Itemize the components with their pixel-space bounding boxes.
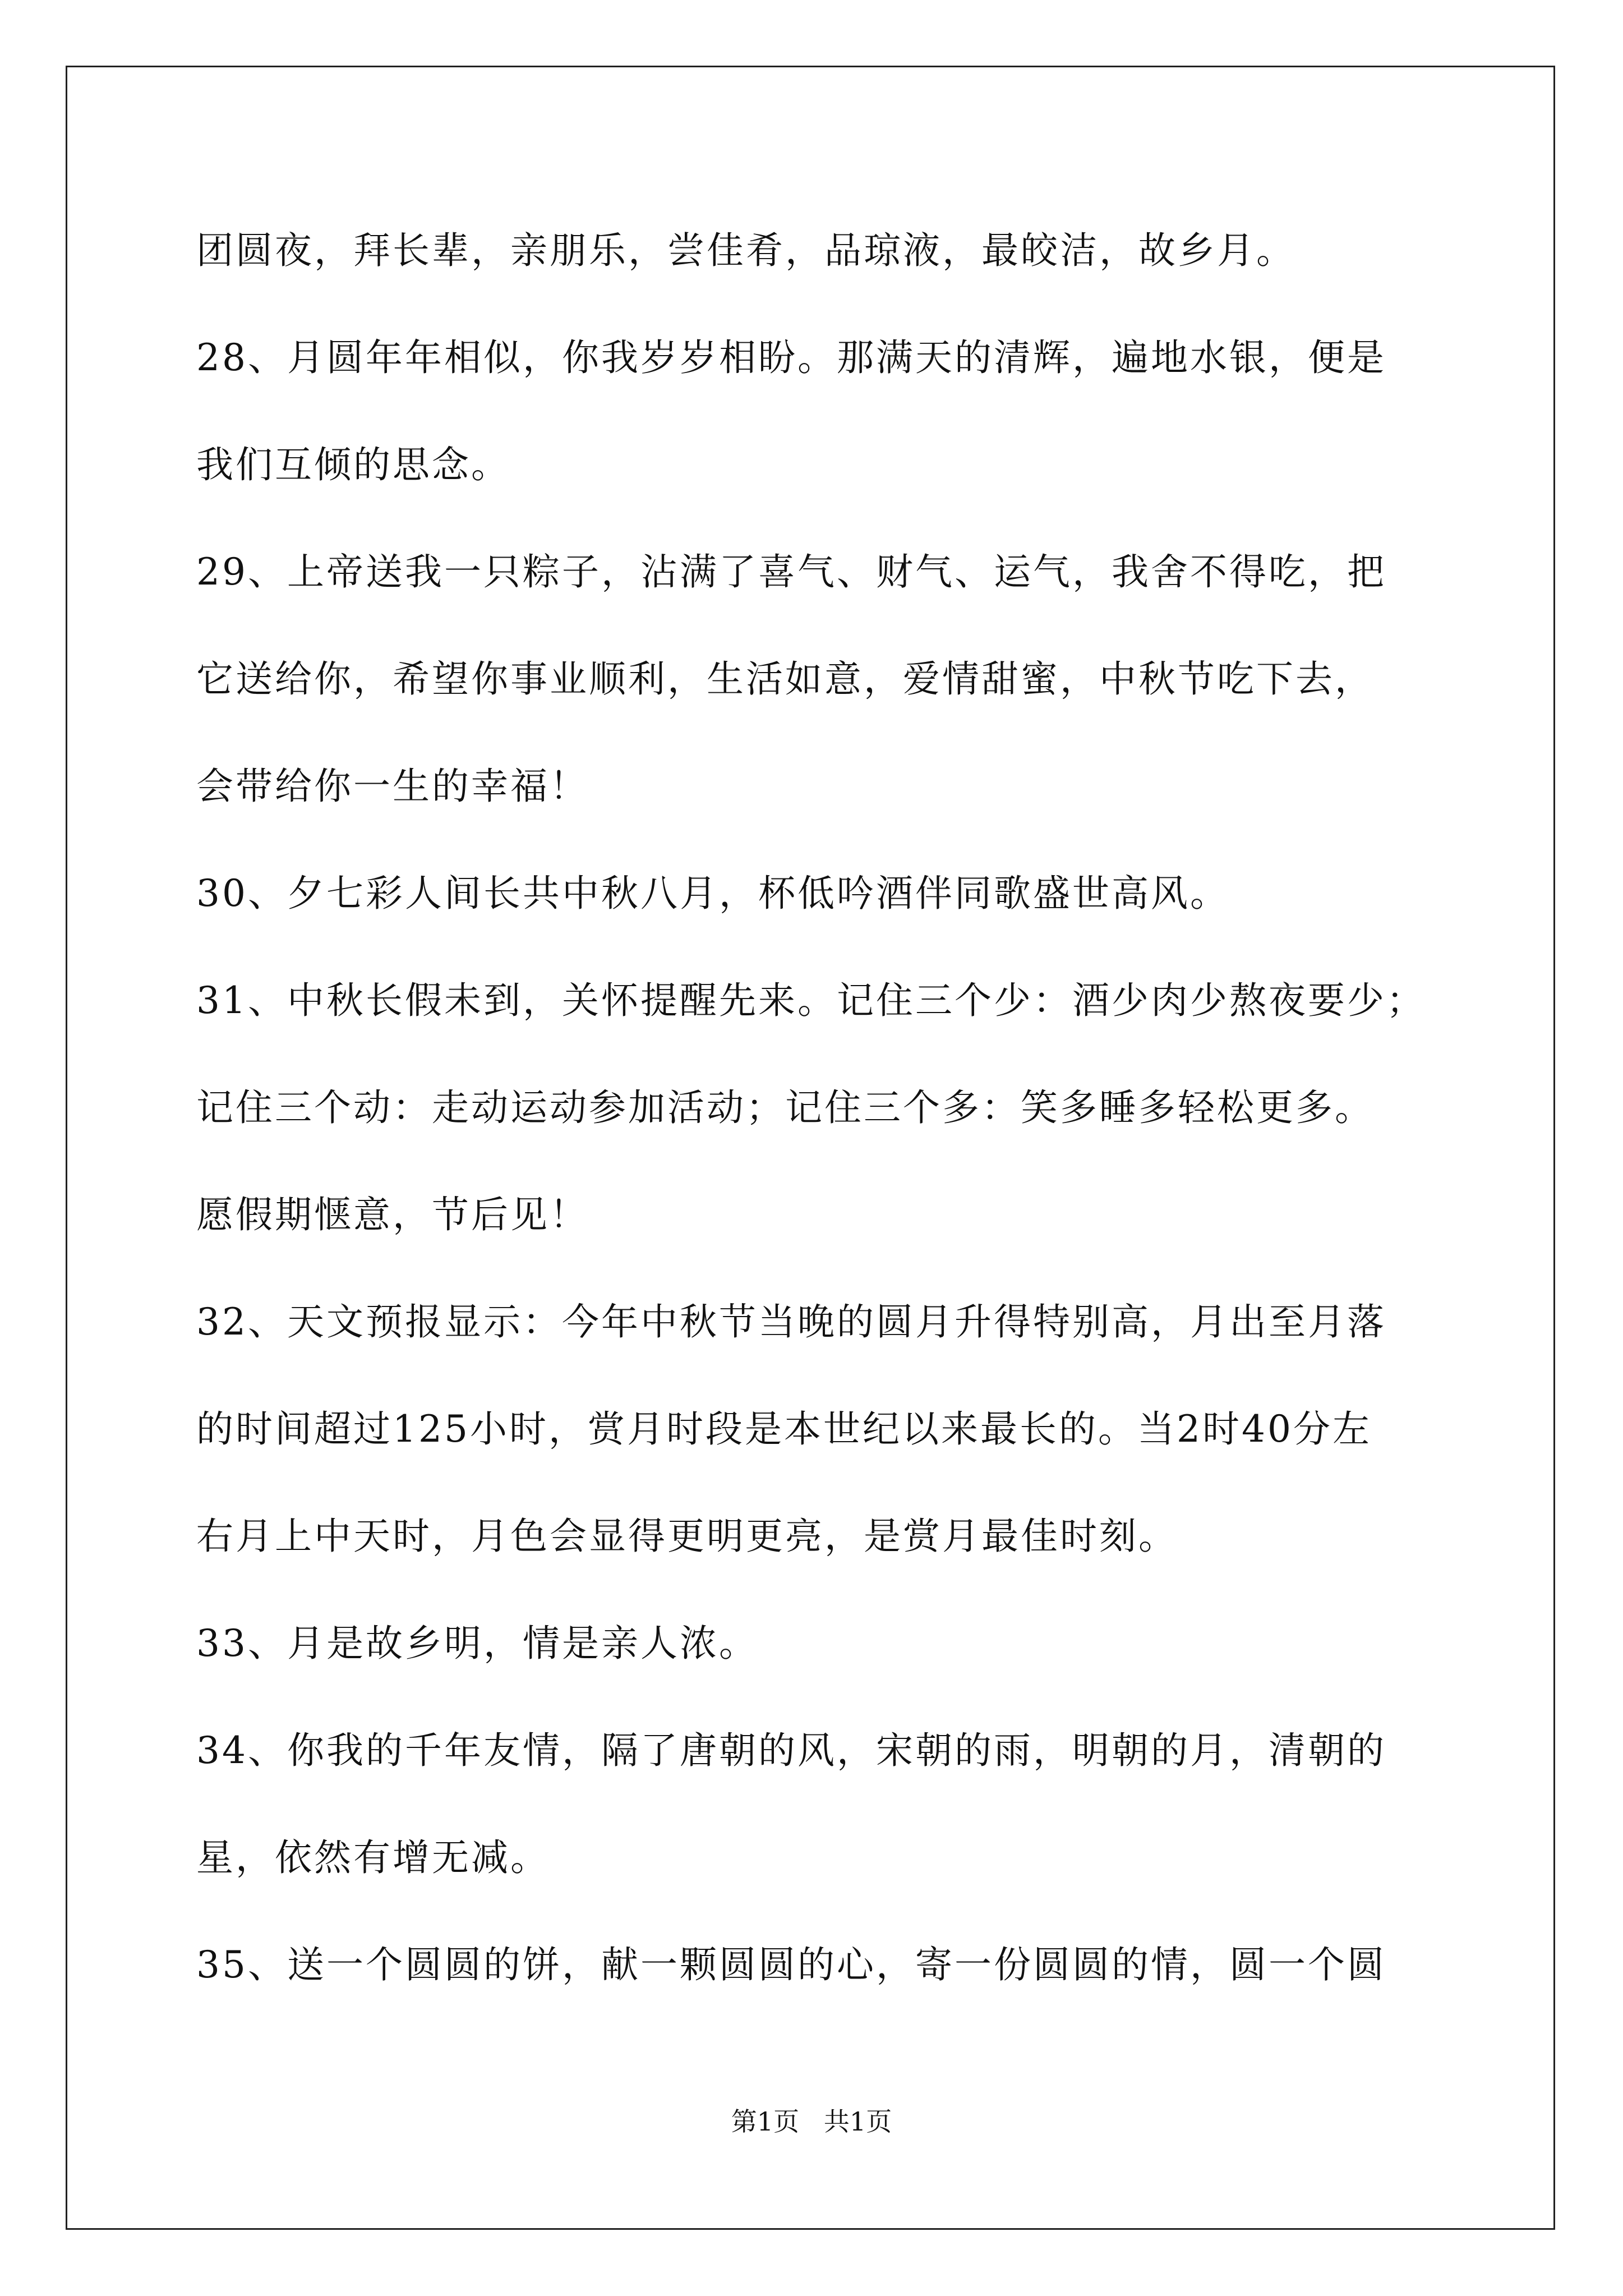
text-line: 31、中秋长假未到，关怀提醒先来。记住三个少：酒少肉少熬夜要少； <box>196 979 1426 1022</box>
text-line: 右月上中天时，月色会显得更明更亮，是赏月最佳时刻。 <box>196 1515 1178 1558</box>
text-line: 团圆夜，拜长辈，亲朋乐，尝佳肴，品琼液，最皎洁，故乡月。 <box>196 229 1295 272</box>
text-line: 28、月圆年年相似，你我岁岁相盼。那满天的清辉，遍地水银，便是 <box>196 336 1386 379</box>
text-line: 34、你我的千年友情，隔了唐朝的风，宋朝的雨，明朝的月，清朝的 <box>196 1729 1386 1772</box>
page-frame <box>66 66 1555 2230</box>
text-line: 愿假期惬意，节后见！ <box>196 1193 589 1236</box>
text-line: 30、夕七彩人间长共中秋八月，杯低吟酒伴同歌盛世高风。 <box>196 872 1229 915</box>
text-line: 32、天文预报显示：今年中秋节当晚的圆月升得特别高，月出至月落 <box>196 1300 1386 1343</box>
text-line: 它送给你，希望你事业顺利，生活如意，爱情甜蜜，中秋节吃下去， <box>196 657 1374 701</box>
text-line: 会带给你一生的幸福！ <box>196 765 589 808</box>
text-line: 记住三个动：走动运动参加活动；记住三个多：笑多睡多轻松更多。 <box>196 1086 1374 1129</box>
page-number-footer: 第1页 共1页 <box>731 2106 892 2137</box>
text-line: 的时间超过125小时，赏月时段是本世纪以来最长的。当2时40分左 <box>196 1407 1372 1451</box>
text-line: 29、上帝送我一只粽子，沾满了喜气、财气、运气，我舍不得吃，把 <box>196 550 1386 593</box>
text-line: 35、送一个圆圆的饼，献一颗圆圆的心，寄一份圆圆的情，圆一个圆 <box>196 1943 1386 1986</box>
text-line: 我们互倾的思念。 <box>196 443 510 486</box>
text-line: 33、月是故乡明，情是亲人浓。 <box>196 1622 758 1665</box>
text-line: 星，依然有增无减。 <box>196 1836 550 1879</box>
